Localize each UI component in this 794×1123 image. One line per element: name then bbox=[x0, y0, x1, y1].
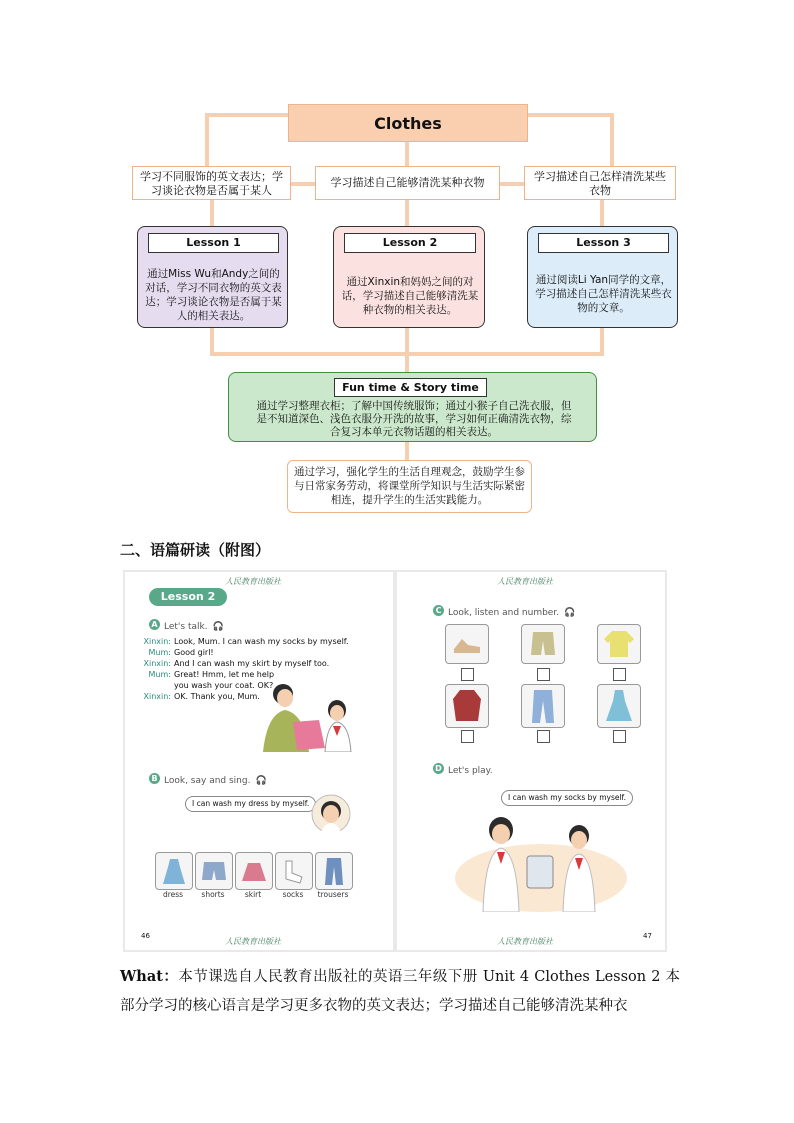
speech-bubble-right: I can wash my socks by myself. bbox=[501, 790, 633, 806]
dialogue-speaker: Xinxin: bbox=[143, 659, 171, 668]
dialogue-line bbox=[139, 669, 389, 680]
section-heading: 二、语篇研读（附图） bbox=[120, 541, 271, 559]
dress-label: dress bbox=[162, 890, 184, 899]
children-play-illustration bbox=[453, 808, 629, 912]
dress-card-c bbox=[597, 684, 641, 728]
skirt-label: skirt bbox=[244, 890, 262, 899]
page-number-left: 46 bbox=[141, 932, 150, 940]
dress-icon bbox=[156, 853, 192, 889]
connector-l2-up bbox=[405, 199, 409, 227]
shorts-icon bbox=[522, 625, 564, 663]
diagram-title: Clothes bbox=[374, 114, 442, 133]
dialogue-text: Great! Hmm, let me help bbox=[174, 670, 275, 679]
shorts-card bbox=[195, 852, 233, 890]
dialogue-line bbox=[139, 658, 389, 669]
what-paragraph bbox=[120, 962, 680, 1021]
dialogue-line bbox=[139, 636, 389, 647]
sweater-icon bbox=[598, 625, 640, 663]
section-b-title: Look, say and sing. bbox=[164, 776, 251, 786]
lesson-1-title: Lesson 1 bbox=[148, 233, 279, 253]
publisher-footer-right: 人民教育出版社 bbox=[497, 937, 553, 946]
dialogue-text: OK. Thank you, Mum. bbox=[174, 692, 260, 701]
answer-box[interactable] bbox=[613, 730, 626, 743]
headphones-icon: 🎧 bbox=[564, 608, 576, 618]
trousers-card bbox=[315, 852, 353, 890]
section-d-heading bbox=[433, 758, 493, 777]
dialogue-speaker: Mum: bbox=[148, 670, 171, 679]
lesson-3-text: 通过阅读Li Yan同学的文章，学习描述自己怎样清洗某些衣物的文章。 bbox=[535, 274, 672, 314]
lesson-1-text: 通过Miss Wu和Andy之间的对话，学习不同衣物的英文表达；学习谈论衣物是否属于某人的相关表达。 bbox=[145, 268, 282, 322]
section-d-letter: D bbox=[433, 763, 444, 774]
goal-text-2: 学习描述自己能够清洗某种衣物 bbox=[330, 176, 485, 189]
dialogue-text: you wash your coat. OK? bbox=[174, 681, 274, 690]
dress-card bbox=[155, 852, 193, 890]
dialogue-speaker: Xinxin: bbox=[143, 637, 171, 646]
shorts-label: shorts bbox=[201, 890, 225, 899]
connector-left-up bbox=[205, 113, 209, 167]
goal-box-2 bbox=[315, 166, 500, 200]
section-a-title: Let's talk. bbox=[164, 622, 208, 632]
trousers-icon bbox=[522, 685, 564, 727]
connector-l3-down bbox=[600, 328, 604, 354]
section-a-heading bbox=[149, 614, 224, 633]
connector-fun-down bbox=[405, 442, 409, 460]
goal-box-3 bbox=[524, 166, 676, 200]
trousers-icon bbox=[316, 853, 352, 889]
dialogue-text: Good girl! bbox=[174, 648, 214, 657]
page-number-right: 47 bbox=[643, 932, 652, 940]
connector-top-right bbox=[526, 113, 614, 117]
lesson-1-box bbox=[137, 226, 288, 328]
goal-text-3: 学习描述自己怎样清洗某些衣物 bbox=[534, 170, 666, 197]
dialogue-text: And I can wash my skirt by myself too. bbox=[174, 659, 330, 668]
answer-box[interactable] bbox=[461, 730, 474, 743]
answer-box[interactable] bbox=[537, 730, 550, 743]
shorts-icon bbox=[196, 853, 232, 889]
section-b-letter: B bbox=[149, 773, 160, 784]
fun-time-text: 通过学习整理衣柜；了解中国传统服饰；通过小猴子自己洗衣服，但是不知道深色、浅色衣服分开洗的故事，学习如何正确清洗衣物，综合复习本单元衣物话题的相关表达。 bbox=[256, 400, 572, 438]
section-c-heading bbox=[433, 600, 575, 619]
section-c-letter: C bbox=[433, 605, 444, 616]
dialogue-speaker: Xinxin: bbox=[143, 692, 171, 701]
section-c-title: Look, listen and number. bbox=[448, 608, 560, 618]
connector-right-up bbox=[610, 113, 614, 167]
dress-icon bbox=[598, 685, 640, 727]
textbook-right-page bbox=[397, 572, 665, 950]
answer-box[interactable] bbox=[461, 668, 474, 681]
section-d-title: Let's play. bbox=[448, 766, 493, 776]
lesson-2-box bbox=[333, 226, 485, 328]
connector-l3-up bbox=[600, 199, 604, 227]
summary-text: 通过学习，强化学生的生活自理观念，鼓励学生参与日常家务劳动，将课堂所学知识与生活实际紧密相连，提升学生的生活实践能力。 bbox=[294, 466, 525, 506]
skirt-icon bbox=[236, 853, 272, 889]
dialogue-speaker: Mum: bbox=[148, 648, 171, 657]
coat-icon bbox=[446, 685, 488, 727]
what-text: 本节课选自人民教育出版社的英语三年级下册 Unit 4 Clothes Lesson 2 本部分学习的核心语言是学习更多衣物的英文表达；学习描述自己能够清洗某种衣 bbox=[120, 969, 680, 1014]
fun-time-title: Fun time & Story time bbox=[334, 378, 487, 397]
textbook-left-page bbox=[125, 572, 393, 950]
publisher-header-left: 人民教育出版社 bbox=[225, 577, 281, 586]
section-a-letter: A bbox=[149, 619, 160, 630]
connector-bottom-bar bbox=[210, 352, 604, 356]
dialogue-text: Look, Mum. I can wash my socks by myself. bbox=[174, 637, 349, 646]
publisher-header-right: 人民教育出版社 bbox=[497, 577, 553, 586]
connector-goal2-3 bbox=[500, 182, 524, 186]
answer-box[interactable] bbox=[537, 668, 550, 681]
trousers-label: trousers bbox=[317, 890, 349, 899]
lesson-badge: Lesson 2 bbox=[149, 588, 227, 606]
fun-time-box bbox=[228, 372, 597, 442]
trousers-card-c bbox=[521, 684, 565, 728]
what-label: What： bbox=[120, 968, 179, 985]
summary-box bbox=[287, 460, 532, 513]
shorts-card-c bbox=[521, 624, 565, 664]
shoes-icon bbox=[446, 625, 488, 663]
section-b-heading bbox=[149, 768, 267, 787]
sweater-card bbox=[597, 624, 641, 664]
lesson-3-title: Lesson 3 bbox=[538, 233, 669, 253]
connector-goal1-2 bbox=[291, 182, 315, 186]
mum-and-girl-illustration bbox=[253, 680, 365, 752]
connector-mid-up bbox=[405, 142, 409, 166]
connector-top bbox=[205, 113, 293, 117]
socks-icon bbox=[276, 853, 312, 889]
connector-l1-down bbox=[210, 328, 214, 354]
coat-card bbox=[445, 684, 489, 728]
dialogue-line bbox=[139, 647, 389, 658]
skirt-card bbox=[235, 852, 273, 890]
connector-l2-down bbox=[405, 328, 409, 372]
textbook-spread bbox=[123, 570, 667, 952]
answer-box[interactable] bbox=[613, 668, 626, 681]
connector-l1-up bbox=[210, 199, 214, 227]
publisher-footer-left: 人民教育出版社 bbox=[225, 937, 281, 946]
shoes-card bbox=[445, 624, 489, 664]
lesson-2-text: 通过Xinxin和妈妈之间的对话，学习描述自己能够清洗某种衣物的相关表达。 bbox=[341, 276, 479, 316]
goal-box-1 bbox=[132, 166, 291, 200]
diagram-title-box bbox=[288, 104, 528, 142]
lesson-2-title: Lesson 2 bbox=[344, 233, 476, 253]
girl-avatar bbox=[311, 794, 351, 834]
speech-bubble-left: I can wash my dress by myself. bbox=[185, 796, 316, 812]
socks-label: socks bbox=[282, 890, 304, 899]
headphones-icon: 🎧 bbox=[212, 622, 224, 632]
socks-card bbox=[275, 852, 313, 890]
lesson-3-box bbox=[527, 226, 678, 328]
headphones-icon: 🎧 bbox=[255, 776, 267, 786]
goal-text-1: 学习不同服饰的英文表达；学习谈论衣物是否属于某人 bbox=[140, 170, 283, 197]
